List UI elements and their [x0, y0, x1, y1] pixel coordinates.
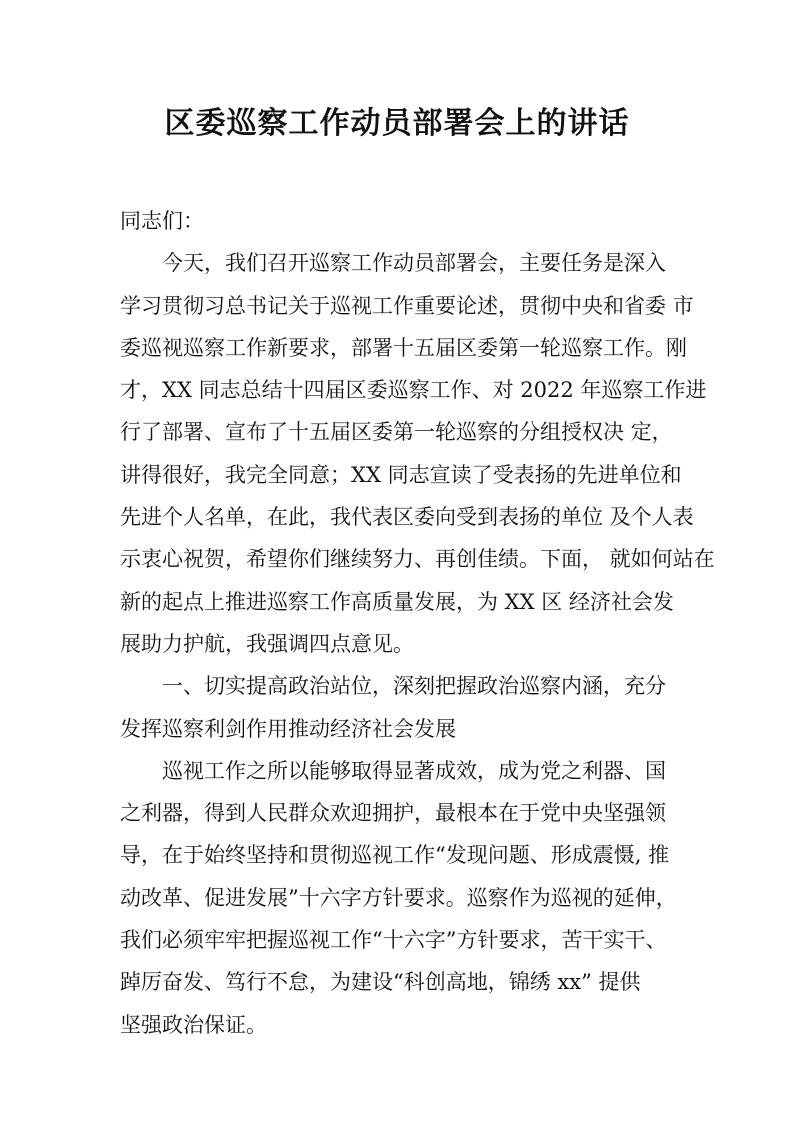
- paragraph-line: 导，在于始终坚持和贯彻巡视工作“发现问题、形成震慑, 推: [120, 843, 670, 868]
- paragraph-line: 新的起点上推进巡察工作高质量发展，为 XX 区 经济社会发: [120, 589, 674, 614]
- salutation: 同志们：: [120, 209, 204, 233]
- section-heading-line: 一、切实提高政治站位，深刻把握政治巡察内涵，充分: [162, 674, 666, 699]
- paragraph-line: 行了部署、宣布了十五届区委第一轮巡察的分组授权决 定，: [120, 420, 673, 445]
- paragraph-line: 之利器，得到人民群众欢迎拥护，最根本在于党中央坚强领: [120, 801, 666, 826]
- paragraph-line: 我们必须牢牢把握巡视工作“十六字”方针要求，苦干实干、: [120, 928, 667, 953]
- section-heading-line: 发挥巡察利剑作用推动经济社会发展: [120, 716, 456, 741]
- paragraph-line: 示衷心祝贺，希望你们继续努力、再创佳绩。下面， 就如何站在: [120, 547, 715, 572]
- paragraph-line: 展助力护航，我强调四点意见。: [120, 631, 414, 656]
- paragraph-line: 动改革、促进发展”十六字方针要求。巡察作为巡视的延伸，: [120, 885, 677, 910]
- paragraph-line: 踔厉奋发、笃行不怠，为建设“科创高地，锦绣 xx” 提供: [120, 970, 641, 995]
- paragraph-line: 委巡视巡察工作新要求，部署十五届区委第一轮巡察工作。刚: [120, 335, 687, 360]
- paragraph-line: 讲得很好，我完全同意；XX 同志宣读了受表扬的先进单位和: [120, 462, 682, 487]
- paragraph-line: 学习贯彻习总书记关于巡视工作重要论述，贯彻中央和省委 市: [120, 293, 694, 318]
- document-title: 区委巡察工作动员部署会上的讲话: [164, 106, 630, 141]
- paragraph-line: 巡视工作之所以能够取得显著成效，成为党之利器、国: [162, 758, 666, 783]
- paragraph-line: 先进个人名单，在此，我代表区委向受到表扬的单位 及个人表: [120, 505, 694, 530]
- paragraph-line: 坚强政治保证。: [120, 1012, 267, 1037]
- paragraph-line: 今天，我们召开巡察工作动员部署会，主要任务是深入: [162, 251, 666, 276]
- paragraph-line: 才，XX 同志总结十四届区委巡察工作、对 2022 年巡察工作进: [120, 378, 707, 403]
- document-body: [120, 200, 715, 1046]
